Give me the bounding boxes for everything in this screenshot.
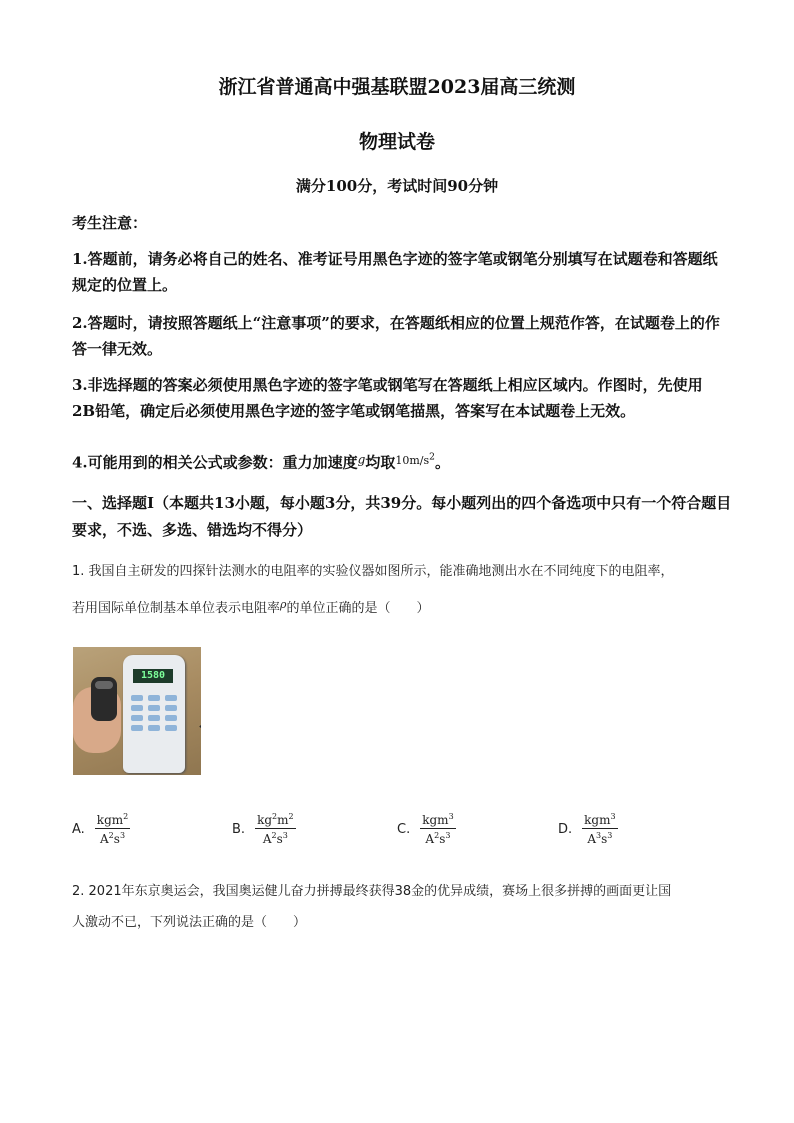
question-1-text: 若用国际单位制基本单位表示电阻率	[72, 601, 281, 616]
option-b-num-exp: 2	[272, 812, 278, 821]
notice-heading: 考生注意：	[72, 214, 148, 232]
meter-key	[148, 705, 160, 711]
option-a-den1-exp: 2	[108, 831, 114, 840]
option-d-numerator	[582, 812, 617, 829]
option-b-num-base: kg	[257, 813, 273, 827]
probe-ring	[95, 681, 113, 689]
option-a-letter: A.	[72, 821, 85, 837]
option-d-den2-exp: 3	[607, 831, 613, 840]
meter-key	[165, 705, 177, 711]
meter-display: 1580	[133, 669, 173, 683]
option-b-den2: s	[276, 832, 283, 846]
notice-item-3: 3.非选择题的答案必须使用黑色字迹的签字笔或钢笔写在答题纸上相应区域内。作图时，先使用2B铅笔，确定后必须使用黑色字迹的签字笔或钢笔描黑，答案写在本试题卷上无效。	[72, 376, 703, 420]
option-b-denominator	[263, 829, 288, 846]
option-c-den2: s	[439, 832, 446, 846]
option-d	[558, 812, 618, 846]
option-a-den1: A	[100, 832, 109, 846]
option-c	[397, 812, 456, 846]
meter-key	[131, 725, 143, 731]
option-c-denominator	[425, 829, 450, 846]
option-d-den1-exp: 3	[596, 831, 602, 840]
option-b-num2-exp: 2	[288, 812, 294, 821]
exam-subtitle: 物理试卷	[358, 131, 435, 153]
exam-title: 浙江省普通高中强基联盟2023届高三统测	[218, 76, 576, 98]
option-a-num-base: kgm	[96, 813, 124, 827]
option-d-num-exp: 3	[610, 812, 616, 821]
option-c-den2-exp: 3	[445, 831, 451, 840]
option-d-den1: A	[587, 832, 597, 846]
option-b	[232, 812, 296, 846]
option-d-letter: D.	[558, 821, 573, 837]
option-b-num2-base: m	[277, 813, 289, 827]
option-d-denominator	[587, 829, 612, 846]
notice-item-4	[72, 444, 722, 476]
meter-key	[131, 695, 143, 701]
option-c-den1: A	[425, 832, 435, 846]
option-a-numerator	[95, 812, 130, 829]
question-1-text-end: 的单位正确的是（ ）	[286, 601, 430, 616]
option-d-num-base: kgm	[584, 813, 611, 827]
option-c-num-exp: 3	[448, 812, 454, 821]
meter-key	[148, 715, 160, 721]
meter-key	[131, 715, 143, 721]
gravity-value-unit: 10m/s	[395, 453, 430, 467]
option-c-letter: C.	[397, 821, 411, 837]
meter-key	[148, 725, 160, 731]
option-b-den1: A	[262, 832, 272, 846]
gravity-symbol: g	[357, 452, 366, 467]
option-b-den1-exp: 2	[271, 831, 277, 840]
notice-item-2: 2.答题时，请按照答题纸上“注意事项”的要求，在答题纸相应的位置上规范作答，在试题卷上的作答一律无效。	[72, 314, 720, 358]
gravity-value	[395, 451, 435, 467]
meter-key	[165, 695, 177, 701]
option-a-den2: s	[113, 832, 120, 846]
option-b-fraction	[255, 812, 296, 846]
option-b-numerator	[255, 812, 296, 829]
option-d-den2: s	[601, 832, 608, 846]
option-b-den2-exp: 3	[282, 831, 288, 840]
meter-key	[131, 705, 143, 711]
option-c-num-base: kgm	[422, 813, 449, 827]
option-b-letter: B.	[232, 821, 246, 837]
meter-key	[148, 695, 160, 701]
option-a-den2-exp: 3	[119, 831, 126, 840]
option-a-fraction	[95, 812, 130, 846]
score-time-line: 满分100分，考试时间90分钟	[295, 177, 499, 195]
option-a-denominator	[100, 829, 125, 846]
gravity-value-exp: 2	[429, 451, 435, 462]
meter-key	[165, 725, 177, 731]
notice-item-1: 1.答题前，请务必将自己的姓名、准考证号用黑色字迹的签字笔或钢笔分别填写在试题卷和答题纸规定的位置上。	[72, 250, 718, 294]
option-d-fraction	[582, 812, 617, 846]
option-a	[72, 812, 130, 846]
meter-key	[165, 715, 177, 721]
question-1-line-2	[72, 597, 722, 616]
question-2-line-1: 2. 2021年东京奥运会，我国奥运健儿奋力拼搏最终获得38金的优异成绩，赛场上很多拼搏的画面更让国	[72, 884, 672, 899]
option-c-fraction	[420, 812, 455, 846]
question-2-line-2: 人激动不已，下列说法正确的是（ ）	[72, 915, 307, 930]
notice-item-4-middle: 均取	[365, 453, 396, 472]
meter-device	[123, 655, 185, 773]
option-a-num-exp: 2	[123, 812, 129, 821]
question-1-line-1: 1. 我国自主研发的四探针法测水的电阻率的实验仪器如图所示，能准确地测出水在不同纯度下的电阻率，	[72, 564, 674, 579]
option-c-den1-exp: 2	[434, 831, 440, 840]
notice-item-4-text: 4.可能用到的相关公式或参数：重力加速度	[72, 453, 358, 472]
notice-item-4-end: 。	[434, 453, 450, 472]
resistivity-symbol: ρ	[280, 598, 287, 611]
resistivity-meter-photo	[73, 647, 201, 775]
section-heading: 一、选择题Ⅰ（本题共13小题，每小题3分，共39分。每小题列出的四个备选项中只有一个符合题目要求，不选、多选、错选均不得分）	[72, 494, 732, 539]
meter-keypad	[131, 695, 177, 731]
option-c-numerator	[420, 812, 455, 829]
